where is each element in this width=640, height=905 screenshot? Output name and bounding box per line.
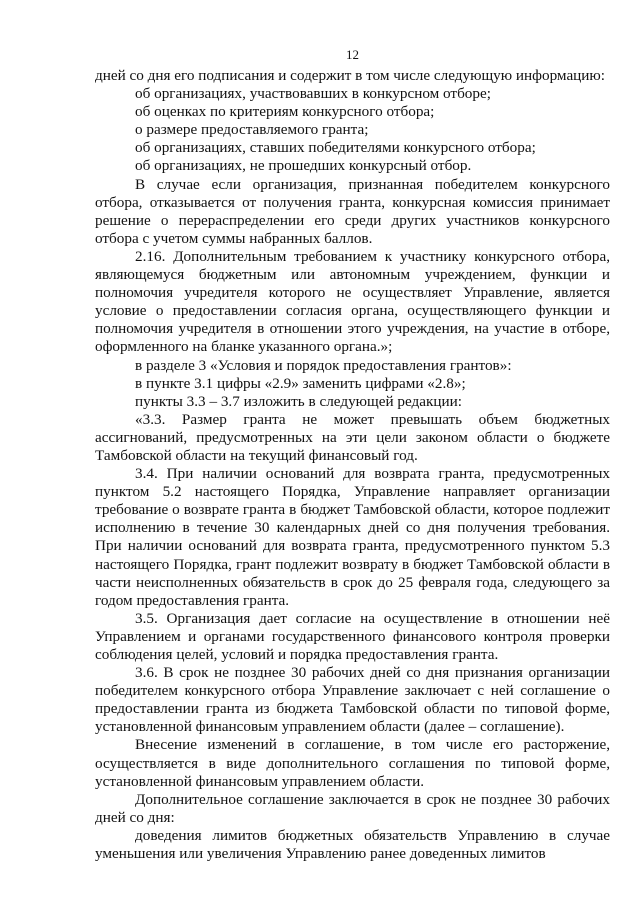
amendment-line: в пункте 3.1 цифры «2.9» заменить цифрами «2.8»; <box>135 374 466 392</box>
paragraph-3-4: 3.4. При наличии оснований для возврата гранта, предусмотренных пунктом 5.2 настоящего Порядка, Управление направляет организации требование о возврате гранта в бюджет Тамбовской области, которое подлежит исполнению в течение 30 календарных дней со дня получения требования. При наличии оснований для возврата гранта, предусмотренного пунктом 5.3 настоящего Порядка, грант подлежит возврату в бюджет Тамбовской области в части неисполненных обязательств в срок до 25 февраля года, следующего за годом предоставления гранта. <box>95 465 610 609</box>
list-item: о размере предоставляемого гранта; <box>135 121 369 139</box>
list-item: об организациях, не прошедших конкурсный отбор. <box>135 157 472 175</box>
paragraph: В случае если организация, признанная победителем конкурсного отбора, отказывается от получения гранта, конкурсная комиссия принимает решение о перераспределении его среди других участников конкурсного отбора с учетом суммы набранных баллов. <box>95 175 610 247</box>
paragraph-3-3: «3.3. Размер гранта не может превышать объем бюджетных ассигнований, предусмотренных на эти цели законом области о бюджете Тамбовской области на текущий финансовый год. <box>95 410 610 464</box>
paragraph: дней со дня его подписания и содержит в том числе следующую информацию: <box>95 67 606 84</box>
paragraph: Внесение изменений в соглашение, в том числе его расторжение, осуществляется в виде дополнительного соглашения по типовой форме, установленной финансовым управлением области. <box>95 736 610 790</box>
list-item: об организациях, ставших победителями конкурсного отбора; <box>135 139 536 157</box>
document-page <box>95 47 610 863</box>
page-number: 12 <box>346 47 359 62</box>
paragraph-2-16: 2.16. Дополнительным требованием к участнику конкурсного отбора, являющемуся бюджетным или автономным учреждением, функции и полномочия учредителя которого не осуществляет Управление, является условие о предоставлении согласия органа, осуществляющего функции и полномочия учредителя в отношении этого учреждения, на участие в отборе, оформленного на бланке указанного органа.»; <box>95 247 610 356</box>
amendment-line: пункты 3.3 – 3.7 изложить в следующей редакции: <box>135 392 462 410</box>
paragraph: доведения лимитов бюджетных обязательств Управлению в случае уменьшения или увеличения Управлению ранее доведенных лимитов <box>95 826 610 863</box>
amendment-line: в разделе 3 «Условия и порядок предоставления грантов»: <box>135 356 512 374</box>
paragraph-3-6: 3.6. В срок не позднее 30 рабочих дней со дня признания организации победителем конкурсного отбора Управление заключает с ней соглашение о предоставлении гранта из бюджета Тамбовской области по типовой форме, установленной финансовым управлением области (далее – соглашение). <box>95 664 610 736</box>
paragraph: Дополнительное соглашение заключается в срок не позднее 30 рабочих дней со дня: <box>95 790 610 826</box>
list-item: об организациях, участвовавших в конкурсном отборе; <box>135 85 491 103</box>
list-item: об оценках по критериям конкурсного отбора; <box>135 103 435 121</box>
paragraph-3-5: 3.5. Организация дает согласие на осуществление в отношении неё Управлением и органами государственного финансового контроля проверки соблюдения целей, условий и порядка предоставления гранта. <box>95 609 610 663</box>
